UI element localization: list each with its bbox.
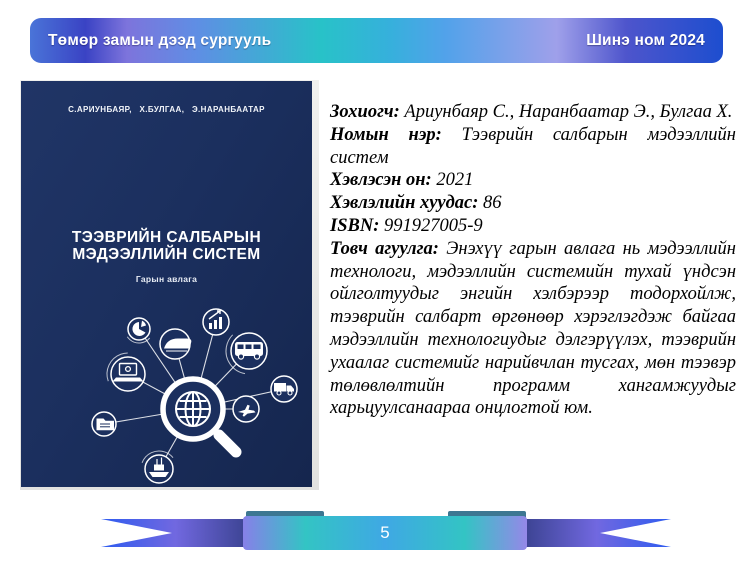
- header-banner: [30, 18, 723, 63]
- globe-grid: [176, 392, 210, 426]
- footer-ribbon: [96, 505, 676, 557]
- author-value: Ариунбаяр С., Наранбаатар Э., Булгаа Х.: [404, 102, 733, 122]
- book-title-value: Тээврийн салбарын мэдээллийн систем: [330, 124, 736, 168]
- detail-summary: [330, 238, 736, 420]
- book-title-label: Номын нэр:: [330, 124, 442, 145]
- publish-year-label: Хэвлэсэн он:: [330, 170, 432, 191]
- cover-title-line1: ТЭЭВРИЙН САЛБАРЫН: [71, 229, 262, 246]
- school-name: Төмөр замын дээд сургууль: [48, 31, 272, 49]
- book-cover-photo: [20, 80, 319, 490]
- detail-page-count: [330, 192, 736, 215]
- publish-year-value: 2021: [436, 170, 474, 191]
- cover-authors: С.АРИУНБАЯР, Х.БУЛГАА, Э.НАРАНБААТАР: [68, 105, 265, 114]
- ribbon-right-tail: [506, 519, 671, 547]
- isbn-value: 991927005-9: [383, 215, 483, 236]
- magnifier-globe-icon: [163, 379, 236, 452]
- book-cover: [21, 81, 312, 487]
- cover-title-line2: МЭДЭЭЛЛИЙН СИСТЕМ: [72, 246, 261, 263]
- detail-book-title: [330, 124, 736, 170]
- summary-value: Энэхүү гарын авлага нь мэдээллийн технологи, мэдээллийн системийн тухай үндсэн ойлголтуудыг энгийн хэлбэрээр тодорхойлж, тээврийн салбарт өргөнөөр хэрэглэгдэж байгаа мэдээллийн технологиудыг дэлгэрүүлэх, тээврийн ухаалаг системийг нарийвчлан тусгах, мөн тээвэр төлөвлөлтийн программ хангамжуудыг харьцуулсанаараа онцлогтой юм.: [330, 238, 736, 419]
- detail-isbn: [330, 215, 736, 238]
- new-book-badge: Шинэ ном 2024: [586, 31, 705, 49]
- ribbon-left-tail: [101, 519, 266, 547]
- detail-publish-year: [330, 169, 736, 192]
- page-count-value: 86: [483, 193, 502, 214]
- isbn-label: ISBN:: [330, 215, 380, 236]
- page-count-label: Хэвлэлийн хуудас:: [330, 193, 479, 214]
- cover-subtitle: Гарын авлага: [135, 274, 198, 284]
- summary-label: Товч агуулга:: [330, 238, 439, 259]
- transport-network-graphic: [21, 292, 312, 487]
- cover-title: [21, 229, 312, 263]
- book-details-panel: [330, 101, 736, 420]
- detail-author: [330, 101, 736, 124]
- author-label: Зохиогч:: [330, 102, 400, 122]
- magnifier-handle: [219, 435, 236, 452]
- page-number: 5: [380, 523, 390, 542]
